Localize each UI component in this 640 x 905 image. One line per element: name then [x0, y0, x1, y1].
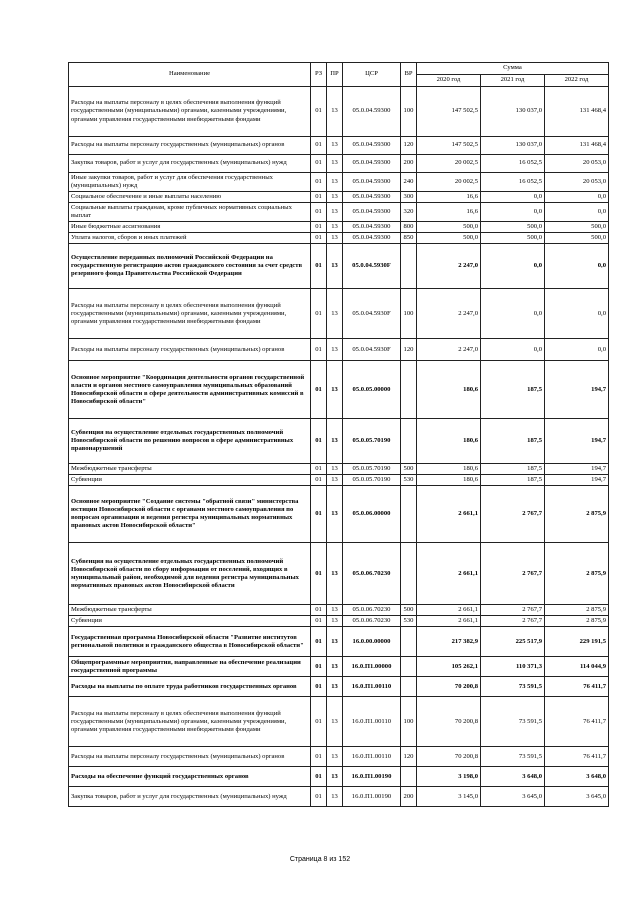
cell-vr: 120	[401, 137, 417, 155]
cell-name: Закупка товаров, работ и услуг для государственных (муниципальных) нужд	[69, 155, 311, 173]
cell-name: Закупка товаров, работ и услуг для государственных (муниципальных) нужд	[69, 787, 311, 807]
cell-csr: 05.0.04.59300	[343, 87, 401, 137]
table-row	[69, 87, 609, 137]
cell-csr: 05.0.04.59300	[343, 222, 401, 233]
cell-name: Государственная программа Новосибирской области "Развитие институтов региональной политики и гражданского общества в Новосибирской области"	[69, 627, 311, 657]
table-row	[69, 627, 609, 657]
col-header-rz: РЗ	[311, 63, 327, 87]
cell-2021: 130 037,0	[481, 87, 545, 137]
cell-rz: 01	[311, 222, 327, 233]
budget-table-container	[68, 62, 608, 807]
cell-csr: 05.0.04.59300	[343, 233, 401, 244]
cell-name: Расходы на выплаты персоналу государственных (муниципальных) органов	[69, 137, 311, 155]
cell-rz: 01	[311, 657, 327, 677]
cell-2020: 147 502,5	[417, 87, 481, 137]
cell-2022: 2 875,9	[545, 616, 609, 627]
cell-vr: 300	[401, 192, 417, 203]
col-header-name: Наименование	[69, 63, 311, 87]
cell-2020: 20 002,5	[417, 173, 481, 192]
cell-csr: 05.0.04.59300	[343, 155, 401, 173]
cell-pr: 13	[327, 339, 343, 361]
cell-csr: 16.0.П1.00110	[343, 747, 401, 767]
cell-csr: 16.0.П1.00110	[343, 697, 401, 747]
cell-2022: 3 645,0	[545, 787, 609, 807]
cell-vr: 320	[401, 203, 417, 222]
cell-rz: 01	[311, 464, 327, 475]
table-row	[69, 543, 609, 605]
table-row	[69, 605, 609, 616]
cell-csr: 16.0.00.00000	[343, 627, 401, 657]
cell-csr: 05.0.04.5930F	[343, 339, 401, 361]
cell-2022: 229 191,5	[545, 627, 609, 657]
table-row	[69, 155, 609, 173]
cell-csr: 16.0.П1.00190	[343, 767, 401, 787]
col-header-csr: ЦСР	[343, 63, 401, 87]
cell-csr: 05.0.06.70230	[343, 616, 401, 627]
cell-rz: 01	[311, 155, 327, 173]
cell-rz: 01	[311, 361, 327, 419]
cell-name: Расходы на выплаты персоналу в целях обеспечения выполнения функций государственными (муниципальными) органами, казенными учреждениями, органами управления государственными внебюджетными фондами	[69, 697, 311, 747]
cell-vr: 200	[401, 155, 417, 173]
cell-2020: 500,0	[417, 222, 481, 233]
cell-rz: 01	[311, 605, 327, 616]
cell-2022: 0,0	[545, 192, 609, 203]
cell-2020: 147 502,5	[417, 137, 481, 155]
cell-vr: 200	[401, 787, 417, 807]
cell-name: Осуществление переданных полномочий Российской Федерации на государственную регистрацию актов гражданского состояния за счет средств резервного фонда Правительства Российской Федерации	[69, 244, 311, 289]
cell-name: Расходы на выплаты по оплате труда работников государственных органов	[69, 677, 311, 697]
cell-vr	[401, 657, 417, 677]
cell-2020: 20 002,5	[417, 155, 481, 173]
cell-rz: 01	[311, 203, 327, 222]
cell-2022: 500,0	[545, 222, 609, 233]
cell-csr: 05.0.05.70190	[343, 475, 401, 486]
cell-2020: 180,6	[417, 419, 481, 464]
cell-vr	[401, 361, 417, 419]
cell-2020: 2 661,1	[417, 486, 481, 543]
cell-2021: 500,0	[481, 222, 545, 233]
cell-vr: 120	[401, 747, 417, 767]
cell-pr: 13	[327, 192, 343, 203]
cell-2022: 131 468,4	[545, 137, 609, 155]
cell-rz: 01	[311, 697, 327, 747]
cell-name: Иные закупки товаров, работ и услуг для обеспечения государственных (муниципальных) нужд	[69, 173, 311, 192]
cell-2020: 105 262,1	[417, 657, 481, 677]
table-row	[69, 475, 609, 486]
table-row	[69, 233, 609, 244]
cell-2022: 194,7	[545, 464, 609, 475]
cell-2020: 180,6	[417, 475, 481, 486]
cell-pr: 13	[327, 173, 343, 192]
col-header-2022: 2022 год	[545, 75, 609, 87]
cell-2022: 20 053,0	[545, 155, 609, 173]
table-row	[69, 697, 609, 747]
cell-csr: 05.0.04.5930F	[343, 289, 401, 339]
cell-2020: 3 145,0	[417, 787, 481, 807]
cell-2021: 73 591,5	[481, 747, 545, 767]
cell-name: Субвенции	[69, 616, 311, 627]
page-footer: Страница 8 из 152	[289, 856, 351, 863]
cell-2020: 70 200,8	[417, 747, 481, 767]
cell-2022: 131 468,4	[545, 87, 609, 137]
table-row	[69, 419, 609, 464]
cell-2021: 225 517,9	[481, 627, 545, 657]
table-row	[69, 464, 609, 475]
cell-vr	[401, 543, 417, 605]
cell-vr	[401, 767, 417, 787]
cell-2021: 500,0	[481, 233, 545, 244]
cell-name: Основное мероприятие "Координация деятельности органов государственной власти и органов местного самоуправления муниципальных образований Новосибирской области в сфере деятельности административных комиссий в Новосибирской области"	[69, 361, 311, 419]
cell-pr: 13	[327, 543, 343, 605]
cell-2022: 500,0	[545, 233, 609, 244]
cell-vr	[401, 244, 417, 289]
table-body	[69, 87, 609, 807]
table-row	[69, 486, 609, 543]
cell-2021: 187,5	[481, 361, 545, 419]
cell-2020: 180,6	[417, 464, 481, 475]
cell-2022: 194,7	[545, 419, 609, 464]
col-header-2021: 2021 год	[481, 75, 545, 87]
cell-pr: 13	[327, 475, 343, 486]
cell-2022: 2 875,9	[545, 543, 609, 605]
cell-pr: 13	[327, 233, 343, 244]
cell-csr: 05.0.05.70190	[343, 419, 401, 464]
cell-vr: 120	[401, 339, 417, 361]
cell-vr	[401, 677, 417, 697]
cell-2021: 0,0	[481, 192, 545, 203]
cell-rz: 01	[311, 543, 327, 605]
cell-csr: 16.0.П1.00000	[343, 657, 401, 677]
cell-vr: 530	[401, 616, 417, 627]
cell-2020: 500,0	[417, 233, 481, 244]
cell-rz: 01	[311, 233, 327, 244]
table-row	[69, 203, 609, 222]
col-header-sum: Сумма	[417, 63, 609, 75]
table-row	[69, 657, 609, 677]
cell-vr: 100	[401, 697, 417, 747]
cell-csr: 05.0.04.59300	[343, 203, 401, 222]
cell-2021: 2 767,7	[481, 543, 545, 605]
cell-2020: 180,6	[417, 361, 481, 419]
col-header-vr: ВР	[401, 63, 417, 87]
cell-2021: 2 767,7	[481, 605, 545, 616]
cell-2021: 73 591,5	[481, 677, 545, 697]
cell-2022: 194,7	[545, 361, 609, 419]
cell-2022: 0,0	[545, 203, 609, 222]
cell-2021: 187,5	[481, 419, 545, 464]
cell-vr	[401, 486, 417, 543]
cell-2020: 2 661,1	[417, 605, 481, 616]
cell-name: Расходы на выплаты персоналу государственных (муниципальных) органов	[69, 339, 311, 361]
col-header-2020: 2020 год	[417, 75, 481, 87]
cell-rz: 01	[311, 173, 327, 192]
cell-rz: 01	[311, 747, 327, 767]
col-header-pr: ПР	[327, 63, 343, 87]
cell-vr: 850	[401, 233, 417, 244]
cell-2022: 194,7	[545, 475, 609, 486]
cell-2022: 0,0	[545, 339, 609, 361]
cell-vr	[401, 627, 417, 657]
cell-2021: 73 591,5	[481, 697, 545, 747]
cell-2022: 20 053,0	[545, 173, 609, 192]
cell-rz: 01	[311, 87, 327, 137]
cell-vr	[401, 419, 417, 464]
cell-rz: 01	[311, 677, 327, 697]
cell-name: Расходы на выплаты персоналу в целях обеспечения выполнения функций государственными (муниципальными) органами, казенными учреждениями, органами управления государственными внебюджетными фондами	[69, 289, 311, 339]
cell-name: Расходы на выплаты персоналу в целях обеспечения выполнения функций государственными (муниципальными) органами, казенными учреждениями, органами управления государственными внебюджетными фондами	[69, 87, 311, 137]
cell-csr: 05.0.04.59300	[343, 192, 401, 203]
cell-rz: 01	[311, 627, 327, 657]
cell-2021: 187,5	[481, 475, 545, 486]
cell-name: Расходы на выплаты персоналу государственных (муниципальных) органов	[69, 747, 311, 767]
cell-pr: 13	[327, 697, 343, 747]
cell-2021: 16 052,5	[481, 155, 545, 173]
cell-vr: 530	[401, 475, 417, 486]
table-row	[69, 173, 609, 192]
cell-name: Субвенции	[69, 475, 311, 486]
cell-2020: 16,6	[417, 192, 481, 203]
cell-2020: 2 247,0	[417, 244, 481, 289]
cell-vr: 240	[401, 173, 417, 192]
cell-pr: 13	[327, 203, 343, 222]
cell-pr: 13	[327, 486, 343, 543]
cell-pr: 13	[327, 464, 343, 475]
cell-csr: 05.0.04.5930F	[343, 244, 401, 289]
table-row	[69, 677, 609, 697]
cell-rz: 01	[311, 475, 327, 486]
cell-csr: 05.0.04.59300	[343, 137, 401, 155]
table-row	[69, 244, 609, 289]
cell-2022: 76 411,7	[545, 677, 609, 697]
cell-pr: 13	[327, 627, 343, 657]
table-row	[69, 222, 609, 233]
cell-rz: 01	[311, 244, 327, 289]
cell-pr: 13	[327, 137, 343, 155]
cell-2022: 2 875,9	[545, 605, 609, 616]
table-row	[69, 339, 609, 361]
cell-name: Основное мероприятие "Создание системы "обратной связи" министерства юстиции Новосибирской области с органами местного самоуправления по вопросам организации и ведения регистра муниципальных нормативных правовых актов Новосибирской области"	[69, 486, 311, 543]
cell-csr: 05.0.06.00000	[343, 486, 401, 543]
cell-2020: 2 247,0	[417, 339, 481, 361]
cell-2020: 2 661,1	[417, 543, 481, 605]
cell-rz: 01	[311, 787, 327, 807]
cell-csr: 16.0.П1.00190	[343, 787, 401, 807]
cell-pr: 13	[327, 657, 343, 677]
table-row	[69, 192, 609, 203]
table-row	[69, 289, 609, 339]
cell-pr: 13	[327, 361, 343, 419]
cell-name: Общепрограммные мероприятия, направленные на обеспечение реализации государственной программы	[69, 657, 311, 677]
cell-pr: 13	[327, 155, 343, 173]
cell-2021: 130 037,0	[481, 137, 545, 155]
cell-vr: 800	[401, 222, 417, 233]
cell-2021: 187,5	[481, 464, 545, 475]
cell-2022: 2 875,9	[545, 486, 609, 543]
table-row	[69, 616, 609, 627]
cell-name: Иные бюджетные ассигнования	[69, 222, 311, 233]
cell-rz: 01	[311, 419, 327, 464]
cell-rz: 01	[311, 486, 327, 543]
cell-name: Субвенция на осуществление отдельных государственных полномочий Новосибирской области по сбору информации от поселений, входящих в муниципальный район, необходимой для ведения регистра муниципальных нормативных правовых актов Новосибирской области	[69, 543, 311, 605]
cell-name: Расходы на обеспечение функций государственных органов	[69, 767, 311, 787]
cell-pr: 13	[327, 222, 343, 233]
cell-2021: 2 767,7	[481, 486, 545, 543]
cell-name: Субвенция на осуществление отдельных государственных полномочий Новосибирской области по решению вопросов в сфере административных правонарушений	[69, 419, 311, 464]
cell-vr: 500	[401, 605, 417, 616]
cell-2022: 0,0	[545, 244, 609, 289]
cell-rz: 01	[311, 192, 327, 203]
cell-pr: 13	[327, 677, 343, 697]
cell-2021: 16 052,5	[481, 173, 545, 192]
cell-csr: 05.0.05.00000	[343, 361, 401, 419]
cell-2021: 0,0	[481, 339, 545, 361]
cell-pr: 13	[327, 605, 343, 616]
cell-name: Уплата налогов, сборов и иных платежей	[69, 233, 311, 244]
cell-csr: 05.0.05.70190	[343, 464, 401, 475]
cell-csr: 16.0.П1.00110	[343, 677, 401, 697]
cell-pr: 13	[327, 289, 343, 339]
cell-2020: 2 661,1	[417, 616, 481, 627]
cell-2021: 2 767,7	[481, 616, 545, 627]
cell-pr: 13	[327, 87, 343, 137]
table-row	[69, 787, 609, 807]
table-row	[69, 361, 609, 419]
cell-name: Социальное обеспечение и иные выплаты населению	[69, 192, 311, 203]
cell-pr: 13	[327, 419, 343, 464]
cell-name: Межбюджетные трансферты	[69, 464, 311, 475]
cell-2021: 0,0	[481, 244, 545, 289]
cell-csr: 05.0.04.59300	[343, 173, 401, 192]
cell-vr: 500	[401, 464, 417, 475]
cell-rz: 01	[311, 767, 327, 787]
cell-name: Межбюджетные трансферты	[69, 605, 311, 616]
cell-name: Социальные выплаты гражданам, кроме публичных нормативных социальных выплат	[69, 203, 311, 222]
cell-2020: 16,6	[417, 203, 481, 222]
cell-2021: 110 371,3	[481, 657, 545, 677]
cell-2020: 2 247,0	[417, 289, 481, 339]
table-header	[69, 63, 609, 87]
cell-2022: 114 044,9	[545, 657, 609, 677]
cell-2021: 0,0	[481, 289, 545, 339]
table-row	[69, 747, 609, 767]
cell-2021: 3 645,0	[481, 787, 545, 807]
cell-2022: 76 411,7	[545, 747, 609, 767]
budget-table	[68, 62, 609, 807]
cell-pr: 13	[327, 747, 343, 767]
table-row	[69, 137, 609, 155]
cell-2022: 76 411,7	[545, 697, 609, 747]
cell-2022: 0,0	[545, 289, 609, 339]
cell-vr: 100	[401, 289, 417, 339]
cell-csr: 05.0.06.70230	[343, 605, 401, 616]
cell-pr: 13	[327, 616, 343, 627]
cell-rz: 01	[311, 289, 327, 339]
cell-vr: 100	[401, 87, 417, 137]
cell-rz: 01	[311, 339, 327, 361]
cell-csr: 05.0.06.70230	[343, 543, 401, 605]
cell-rz: 01	[311, 616, 327, 627]
cell-2020: 217 382,9	[417, 627, 481, 657]
cell-pr: 13	[327, 787, 343, 807]
cell-pr: 13	[327, 244, 343, 289]
cell-2022: 3 648,0	[545, 767, 609, 787]
cell-2021: 0,0	[481, 203, 545, 222]
cell-pr: 13	[327, 767, 343, 787]
cell-rz: 01	[311, 137, 327, 155]
cell-2020: 70 200,8	[417, 677, 481, 697]
table-row	[69, 767, 609, 787]
cell-2020: 3 198,0	[417, 767, 481, 787]
cell-2021: 3 648,0	[481, 767, 545, 787]
cell-2020: 70 200,8	[417, 697, 481, 747]
